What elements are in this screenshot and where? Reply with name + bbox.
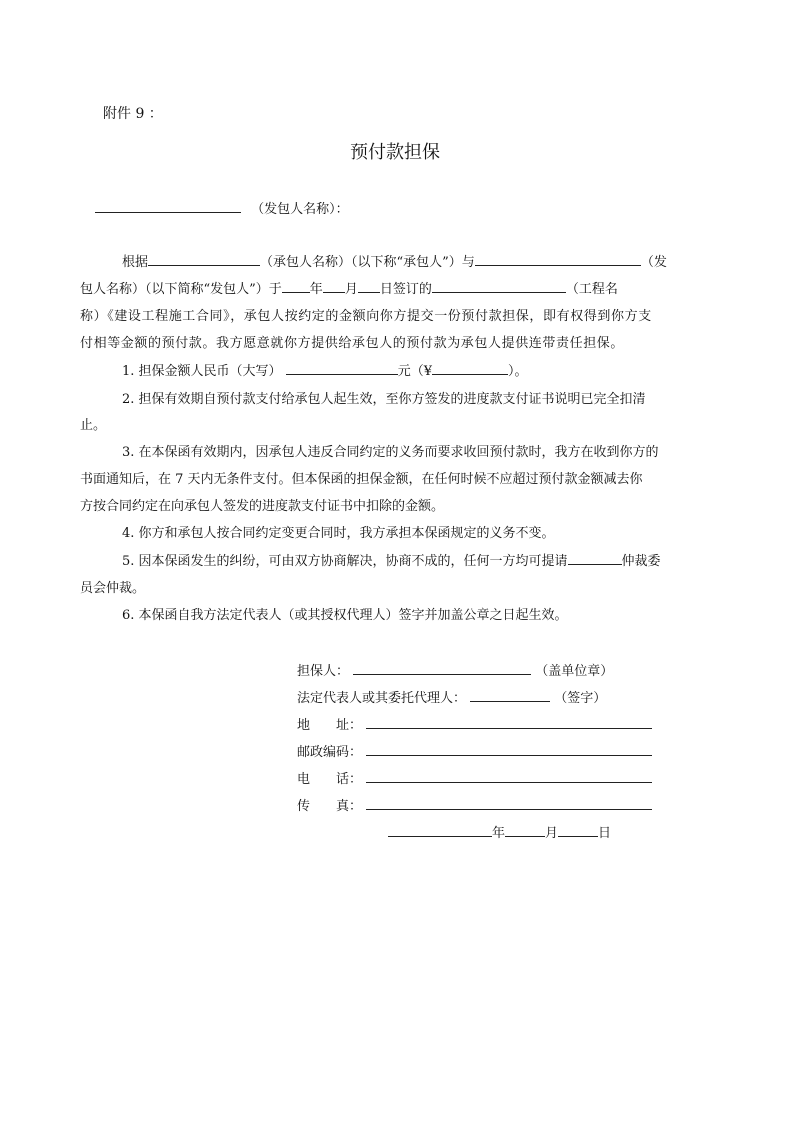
intro-text: 月 [344, 282, 358, 297]
phone-field[interactable] [366, 770, 652, 783]
date-day-field[interactable] [558, 824, 598, 837]
clause-text: 5. 因本保函发生的纠纷，可由双方协商解决，协商不成的，任何一方均可提请 [122, 554, 568, 569]
date-day-label: 日 [598, 826, 612, 841]
phone-row [297, 768, 652, 787]
date-year-field[interactable] [388, 824, 492, 837]
clause-text: 1. 担保金额人民币（大写） [122, 364, 282, 379]
date-month-field[interactable] [505, 824, 545, 837]
sign-month-field[interactable] [323, 280, 345, 293]
addressee-line [95, 198, 349, 217]
clause-5-line-2: 员会仲裁。 [80, 581, 146, 596]
address-field[interactable] [366, 716, 652, 729]
clause-2-line-1: 2. 担保有效期自预付款支付给承包人起生效，至你方签发的进度款支付证书说明已完全扣清 [122, 392, 646, 407]
representative-note: （签字） [554, 691, 607, 706]
clause-2-line-2: 止。 [80, 418, 107, 433]
guarantor-note: （盖单位章） [535, 664, 614, 679]
intro-line-1 [122, 251, 667, 270]
phone-label: 电 话： [297, 772, 363, 787]
date-year-label: 年 [492, 826, 506, 841]
intro-text: 包人名称）（以下简称“发包人”）于 [80, 282, 282, 297]
intro-line-2 [80, 278, 618, 297]
guarantor-field[interactable] [353, 662, 531, 675]
date-row [388, 822, 611, 841]
employer-name-field[interactable] [95, 200, 241, 213]
amount-in-figures-field[interactable] [432, 362, 508, 375]
intro-text: 年 [309, 282, 323, 297]
clause-1 [122, 360, 527, 379]
address-label: 地 址： [297, 718, 363, 733]
employer-name-field-2[interactable] [475, 253, 641, 266]
guarantor-label: 担保人： [297, 664, 350, 679]
postcode-label: 邮政编码： [297, 745, 363, 760]
attachment-label: 附件 9 ： [103, 106, 163, 122]
intro-text: （工程名 [565, 282, 618, 297]
clause-4: 4. 你方和承包人按合同约定变更合同时，我方承担本保函规定的义务不变。 [122, 526, 555, 541]
clause-text: 仲裁委 [621, 554, 661, 569]
representative-row [297, 687, 606, 706]
fax-field[interactable] [366, 797, 652, 810]
clause-6: 6. 本保函自我方法定代表人（或其授权代理人）签字并加盖公章之日起生效。 [122, 608, 568, 623]
guarantor-row [297, 660, 613, 679]
sign-day-field[interactable] [358, 280, 380, 293]
clause-3-line-2: 书面通知后，在 7 天内无条件支付。但本保函的担保金额，在任何时候不应超过预付款金额减去你 [80, 472, 643, 487]
intro-line-4: 付相等金额的预付款。我方愿意就你方提供给承包人的预付款为承包人提供连带责任担保。 [80, 336, 625, 351]
intro-text: 日签订的 [379, 282, 432, 297]
clause-3-line-1: 3. 在本保函有效期内，因承包人违反合同约定的义务而要求收回预付款时，我方在收到你方的 [122, 445, 659, 460]
postcode-row [297, 741, 652, 760]
clause-text: ）。 [507, 364, 528, 379]
addressee-suffix: （发包人名称）： [251, 202, 349, 217]
fax-row [297, 795, 652, 814]
intro-text: （承包人名称）（以下称“承包人”）与 [260, 255, 475, 270]
intro-text: （发 [640, 255, 667, 270]
date-month-label: 月 [545, 826, 559, 841]
representative-field[interactable] [470, 689, 550, 702]
fax-label: 传 真： [297, 799, 363, 814]
clause-3-line-3: 方按合同约定在向承包人签发的进度款支付证书中扣除的金额。 [80, 499, 445, 514]
intro-line-3: 称）《建设工程施工合同》，承包人按约定的金额向你方提交一份预付款担保，即有权得到你方支 [80, 309, 652, 324]
sign-year-field[interactable] [282, 280, 310, 293]
project-name-field[interactable] [432, 280, 566, 293]
clause-5-line-1 [122, 550, 661, 569]
postcode-field[interactable] [366, 743, 652, 756]
contractor-name-field[interactable] [148, 253, 260, 266]
document-title: 预付款担保 [350, 142, 440, 163]
clause-text: 元（¥ [397, 364, 432, 379]
arbitration-commission-field[interactable] [568, 552, 622, 565]
intro-text: 根据 [122, 255, 149, 270]
amount-in-words-field[interactable] [286, 362, 398, 375]
representative-label: 法定代表人或其委托代理人： [297, 691, 467, 706]
address-row [297, 714, 652, 733]
